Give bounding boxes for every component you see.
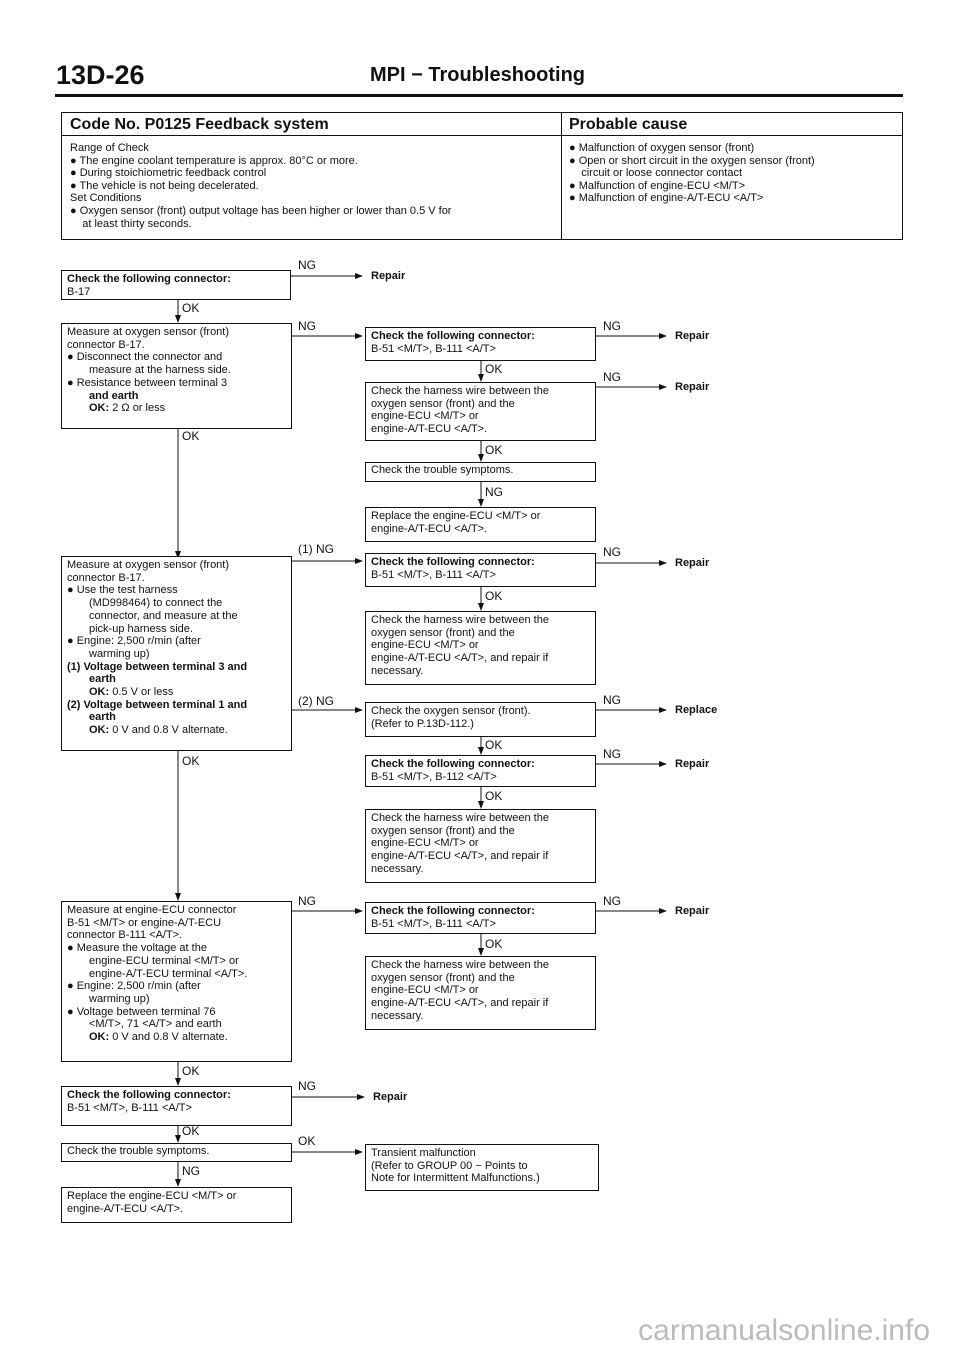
box-replace-ecu-final: Replace the engine-ECU <M/T> or engine-A/T-ECU <A/T>. [61,1187,292,1223]
label-ng: NG [603,894,621,908]
outcome-repair: Repair [675,905,710,917]
box-measure-voltage-sensor: Measure at oxygen sensor (front) connector B-17. ● Use the test harness (MD998464) to connect the connector, and measure at the pick-up harness side. ● Engine: 2,500 r/min (after warming up) (1) Voltage between terminal 3 and earth OK: 0.5 V or less (2) Voltage between terminal 1 and earth OK: 0 V and 0.8 V alternate. [61,556,292,751]
watermark: carmanualsonline.info [638,1314,930,1347]
label-ok: OK [298,1134,316,1148]
label-ng: NG [298,894,316,908]
label-ok: OK [485,362,503,376]
box-check-connector-b51-a: Check the following connector: B-51 <M/T>, B-111 <A/T> [365,327,596,361]
label-ng: NG [603,747,621,761]
page-title: MPI − Troubleshooting [370,64,585,86]
label-ok: OK [485,937,503,951]
outcome-repair: Repair [675,330,710,342]
box-measure-ecu-voltage: Measure at engine-ECU connector B-51 <M/T> or engine-A/T-ECU connector B-111 <A/T>. ● Measure the voltage at the engine-ECU terminal <M/T> or engine-A/T-ECU terminal <A/T>. ● Engine: 2,500 r/min (after warming up) ● Voltage between terminal 76 <M/T>, 71 <A/T> and earth OK: 0 V and 0.8 V alternate. [61,901,292,1062]
box-check-harness-b: Check the harness wire between the oxygen sensor (front) and the engine-ECU <M/T> or engine-A/T-ECU <A/T>, and repair if necessary. [365,611,596,685]
label-ok: OK [485,789,503,803]
box-check-connector-b112: Check the following connector: B-51 <M/T>, B-112 <A/T> [365,755,596,787]
label-ng: NG [298,319,316,333]
box-check-connector-b51-final: Check the following connector: B-51 <M/T>, B-111 <A/T> [61,1086,292,1126]
box-check-connector-b51-b: Check the following connector: B-51 <M/T>, B-111 <A/T> [365,553,596,587]
box-check-trouble-symptoms-a: Check the trouble symptoms. [365,462,596,482]
label-ng: NG [603,370,621,384]
label-ok: OK [182,429,200,443]
label-ok: OK [485,738,503,752]
label-ng: NG [182,1164,200,1178]
label-ng2: (2) NG [298,694,334,708]
label-ng: NG [603,693,621,707]
box-check-harness-d: Check the harness wire between the oxygen sensor (front) and the engine-ECU <M/T> or engine-A/T-ECU <A/T>, and repair if necessary. [365,956,596,1030]
outcome-repair: Repair [371,270,406,282]
label-ok: OK [485,443,503,457]
box-measure-resistance: Measure at oxygen sensor (front) connector B-17. ● Disconnect the connector and measure at the harness side. ● Resistance between terminal 3 and earth OK: 2 Ω or less [61,323,292,429]
label-ok: OK [485,589,503,603]
box-check-harness-c: Check the harness wire between the oxygen sensor (front) and the engine-ECU <M/T> or engine-A/T-ECU <A/T>, and repair if necessary. [365,809,596,883]
outcome-repair: Repair [675,557,710,569]
page-number: 13D-26 [56,60,145,90]
outcome-repair: Repair [675,758,710,770]
probable-cause-title: Probable cause [569,116,688,133]
box-transient-malfunction: Transient malfunction (Refer to GROUP 00 − Points to Note for Intermittent Malfunctions.) [365,1144,599,1191]
probable-causes: ● Malfunction of oxygen sensor (front) ● Open or short circuit in the oxygen sensor (front) circuit or loose connector contact ● Malfunction of engine-ECU <M/T> ● Malfunction of engine-A/T-ECU <A/T> [569,142,815,205]
label-ng: NG [485,485,503,499]
box-replace-ecu-a: Replace the engine-ECU <M/T> or engine-A/T-ECU <A/T>. [365,507,596,542]
code-title: Code No. P0125 Feedback system [70,116,329,133]
box-check-connector-b51-c: Check the following connector: B-51 <M/T>, B-111 <A/T> [365,902,596,934]
label-ng: NG [298,258,316,272]
label-ng: NG [298,1079,316,1093]
box-check-connector-b17: Check the following connector: B-17 [61,270,291,300]
box-check-trouble-symptoms-final: Check the trouble symptoms. [61,1143,292,1162]
box-check-oxygen-sensor: Check the oxygen sensor (front). (Refer to P.13D-112.) [365,702,596,737]
label-ok: OK [182,301,200,315]
label-ok: OK [182,754,200,768]
label-ok: OK [182,1124,200,1138]
outcome-repair: Repair [675,381,710,393]
outcome-replace: Replace [675,704,718,716]
box-check-harness-a: Check the harness wire between the oxygen sensor (front) and the engine-ECU <M/T> or engine-A/T-ECU <A/T>. [365,382,596,441]
label-ng: NG [603,545,621,559]
label-ng: NG [603,319,621,333]
outcome-repair: Repair [373,1091,408,1103]
label-ng1: (1) NG [298,542,334,556]
label-ok: OK [182,1064,200,1078]
check-conditions: Range of Check ● The engine coolant temperature is approx. 80°C or more. ● During stoichiometric feedback control ● The vehicle is not being decelerated. Set Conditions ● Oxygen sensor (front) output voltage has been higher or lower than 0.5 V for at least thirty seconds. [70,142,452,230]
